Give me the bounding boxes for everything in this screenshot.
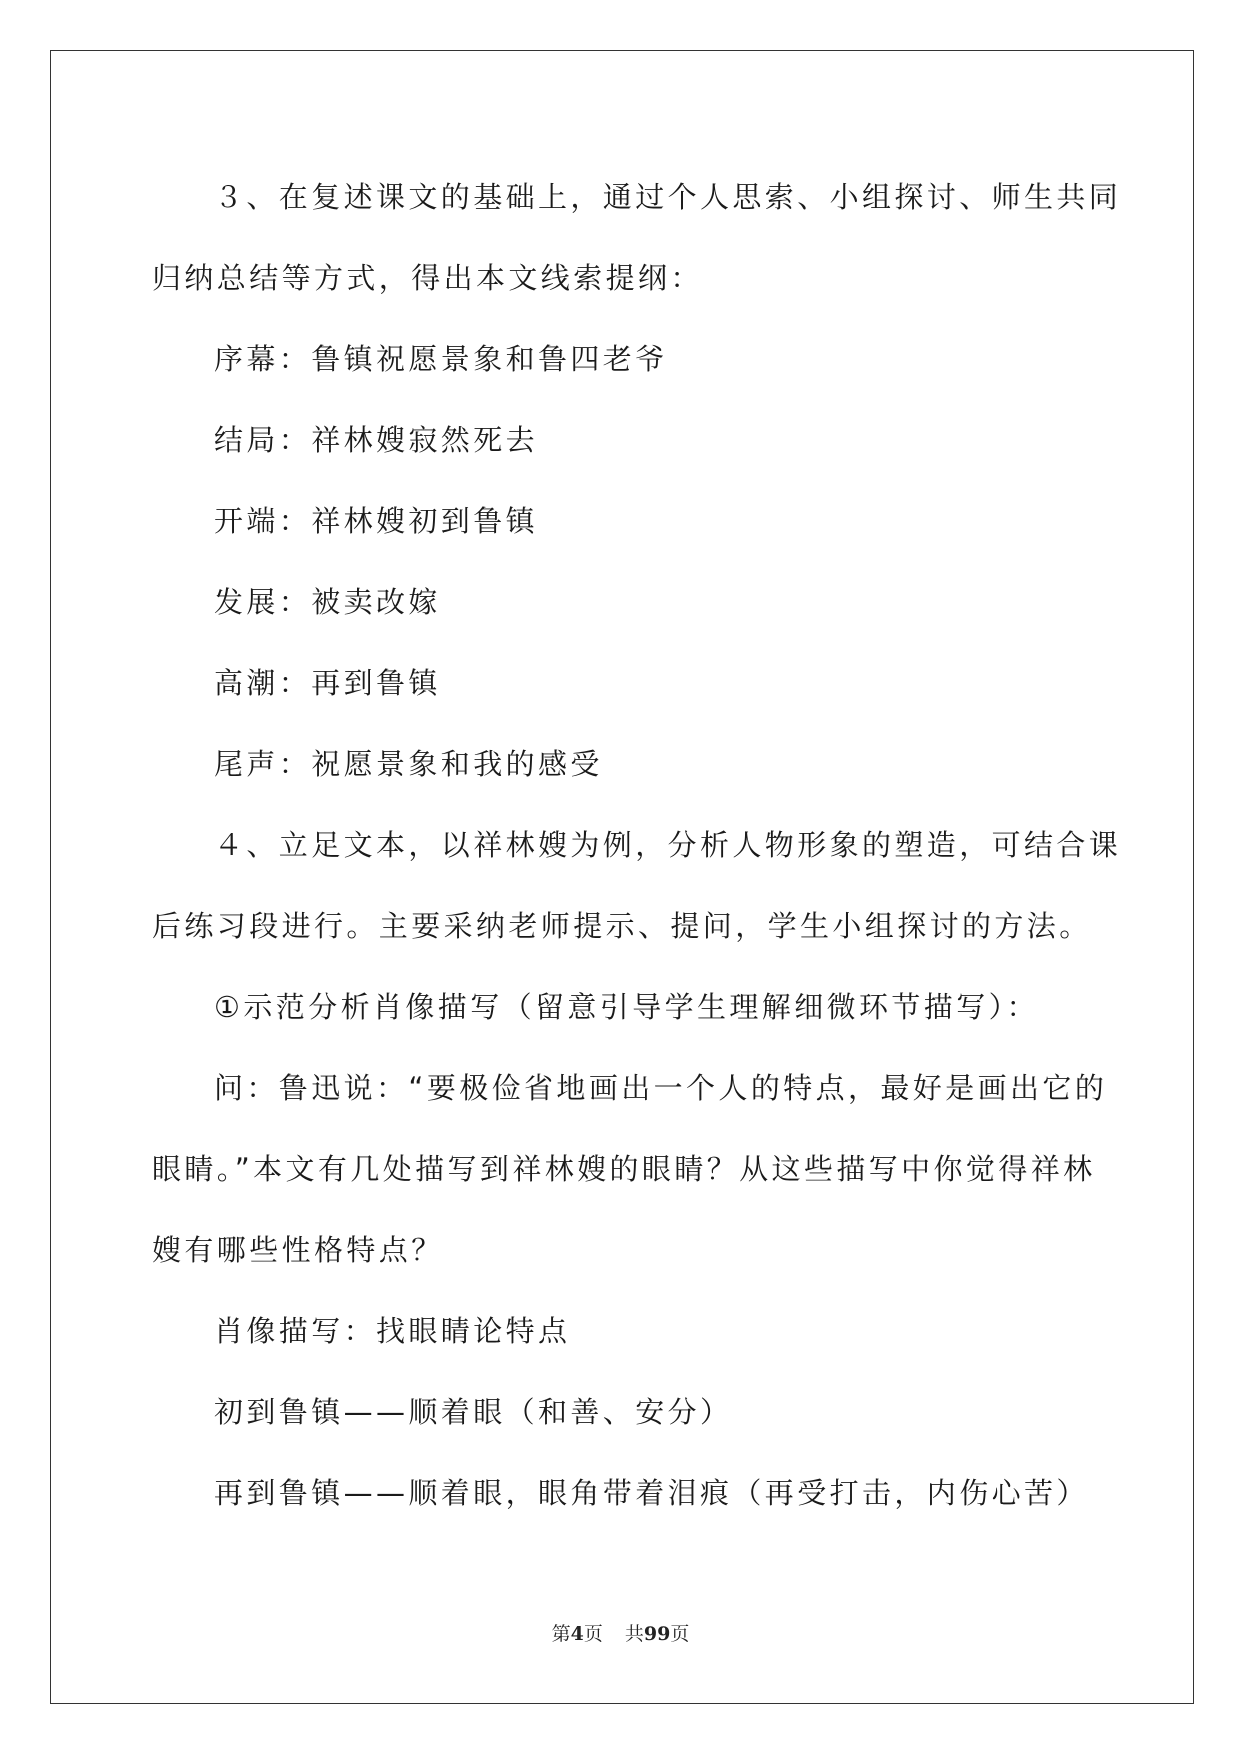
outline-item-climax: 高潮：再到鲁镇 (214, 666, 441, 700)
document-body (152, 157, 1122, 1534)
paragraph: 初到鲁镇——顺着眼（和善、安分） (214, 1395, 733, 1429)
outline-item-development: 发展：被卖改嫁 (214, 585, 441, 619)
paragraph: ３、在复述课文的基础上，通过个人思索、小组探讨、师生共同 (214, 180, 1122, 214)
page-prefix: 第 (551, 1623, 571, 1645)
paragraph: 再到鲁镇——顺着眼，眼角带着泪痕（再受打击，内伤心苦） (214, 1476, 1089, 1510)
page-number: 4 (570, 1623, 584, 1645)
outline-item-beginning: 开端：祥林嫂初到鲁镇 (214, 504, 539, 538)
total-suffix: 页 (670, 1623, 690, 1645)
outline-item-epilogue: 尾声：祝愿景象和我的感受 (214, 747, 603, 781)
paragraph: ①示范分析肖像描写（留意引导学生理解细微环节描写）： (214, 990, 1039, 1024)
outline-item-ending: 结局：祥林嫂寂然死去 (214, 423, 539, 457)
paragraph: 嫂有哪些性格特点？ (152, 1233, 444, 1267)
total-pages: 99 (643, 1623, 671, 1645)
paragraph: 肖像描写：找眼睛论特点 (214, 1314, 571, 1348)
paragraph: ４、立足文本，以祥林嫂为例，分析人物形象的塑造，可结合课 (214, 828, 1122, 862)
paragraph: 眼睛。”本文有几处描写到祥林嫂的眼睛？从这些描写中你觉得祥林 (152, 1152, 1096, 1186)
total-prefix: 共 (624, 1623, 644, 1645)
paragraph: 后练习段进行。主要采纳老师提示、提问，学生小组探讨的方法。 (152, 909, 1092, 943)
paragraph: 归纳总结等方式，得出本文线索提纲： (152, 261, 703, 295)
outline-item-prologue: 序幕：鲁镇祝愿景象和鲁四老爷 (214, 342, 668, 376)
page-footer (0, 1619, 1241, 1646)
paragraph: 问：鲁迅说：“要极俭省地画出一个人的特点，最好是画出它的 (214, 1071, 1108, 1105)
page-suffix: 页 (583, 1623, 603, 1645)
